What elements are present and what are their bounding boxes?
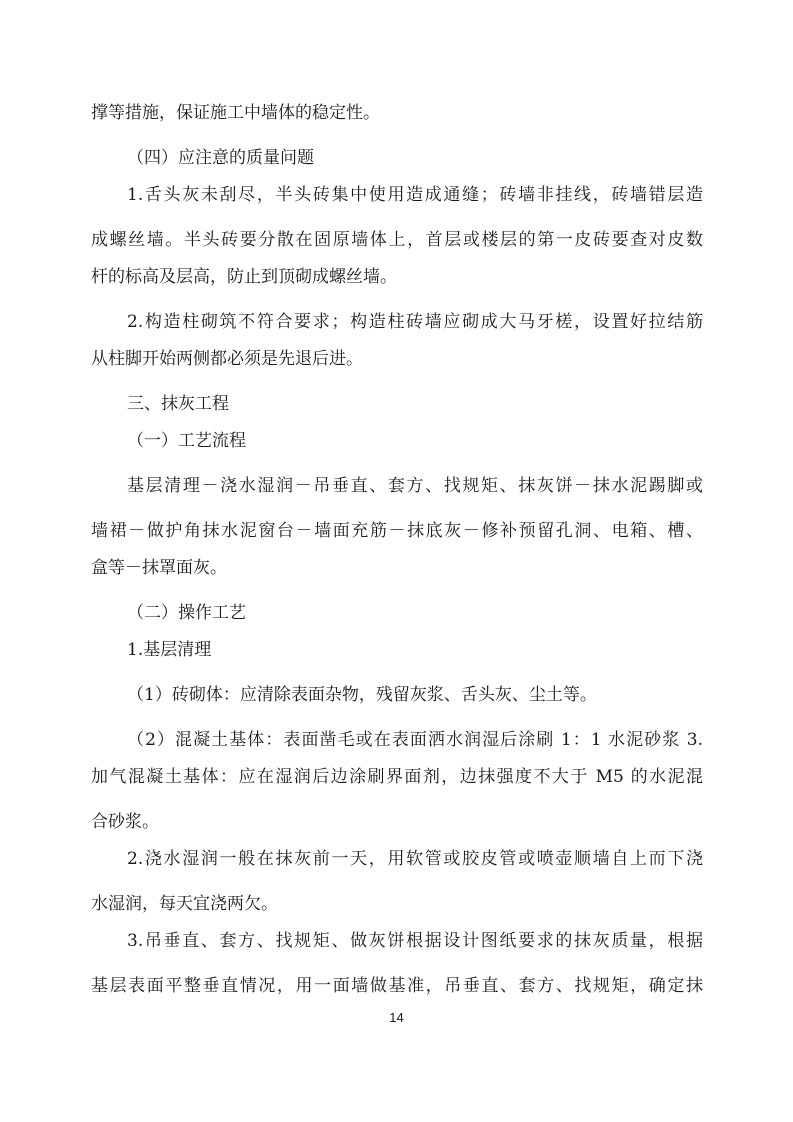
- text-line: 墙裙－做护角抹水泥窗台－墙面充筋－抹底灰－修补预留孔洞、电箱、槽、: [91, 521, 703, 541]
- text-line: 合砂浆。: [91, 812, 159, 832]
- section-heading: （二）操作工艺: [127, 603, 246, 623]
- text-line: 撑等措施，保证施工中墙体的稳定性。: [91, 103, 380, 123]
- text-line: 从柱脚开始两侧都必须是先退后进。: [91, 349, 363, 369]
- text-line: 基层清理－浇水湿润－吊垂直、套方、找规矩、抹灰饼－抹水泥踢脚或: [127, 476, 703, 496]
- text-line: 成螺丝墙。半头砖要分散在固原墙体上，首层或楼层的第一皮砖要查对皮数: [91, 230, 703, 250]
- text-line: 水湿润，每天宜浇两欠。: [91, 894, 278, 914]
- text-line: 基层表面平整垂直情况，用一面墙做基准，吊垂直、套方、找规矩，确定抹: [91, 976, 703, 996]
- text-line: 1.基层清理: [127, 640, 212, 660]
- text-line: 3.吊垂直、套方、找规矩、做灰饼根据设计图纸要求的抹灰质量，根据: [127, 931, 703, 951]
- section-heading: （四）应注意的质量问题: [127, 148, 314, 168]
- text-line: 1.舌头灰未刮尽，半头砖集中使用造成通缝；砖墙非挂线，砖墙错层造: [127, 185, 703, 205]
- section-heading: 三、抹灰工程: [127, 394, 229, 414]
- text-line: 2.构造柱砌筑不符合要求；构造柱砖墙应砌成大马牙槎，设置好拉结筋: [127, 312, 703, 332]
- section-heading: （一）工艺流程: [127, 431, 246, 451]
- text-line: 杆的标高及层高，防止到顶砌成螺丝墙。: [91, 267, 397, 287]
- text-line: （2）混凝土基体：表面凿毛或在表面洒水润湿后涂刷 1：1 水泥砂浆 3.: [127, 730, 703, 750]
- page-number: 14: [389, 1010, 404, 1025]
- text-line: 加气混凝土基体：应在湿润后边涂刷界面剂，边抹强度不大于 M5 的水泥混: [91, 767, 703, 787]
- text-line: （1）砖砌体：应清除表面杂物，残留灰浆、舌头灰、尘土等。: [127, 685, 597, 705]
- text-line: 盒等－抹罩面灰。: [91, 558, 227, 578]
- text-line: 2.浇水湿润一般在抹灰前一天，用软管或胶皮管或喷壶顺墙自上而下浇: [127, 849, 703, 869]
